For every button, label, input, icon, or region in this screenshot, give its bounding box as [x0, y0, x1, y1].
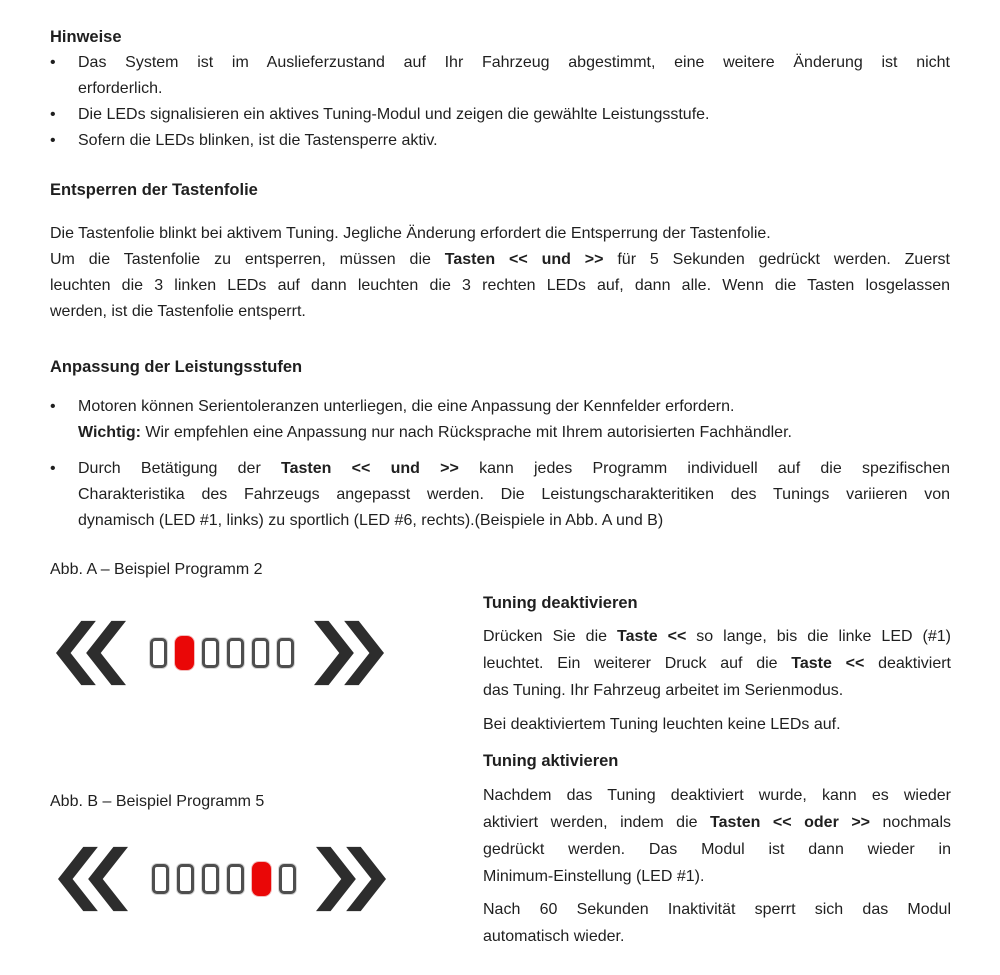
text: automatisch wieder. [483, 928, 625, 945]
text-line [483, 863, 951, 890]
bullet-marker: • [50, 460, 56, 477]
text-line [78, 76, 950, 102]
bullet-marker: • [50, 132, 56, 149]
text-line [50, 221, 950, 247]
text: erforderlich. [78, 80, 163, 97]
double-chevron-left-icon [58, 846, 128, 912]
text-line [483, 836, 951, 863]
text: werden, ist die Tastenfolie entsperrt. [50, 303, 306, 320]
heading-anpassung: Anpassung der Leistungsstufen [50, 358, 303, 376]
bullet-item [50, 102, 950, 128]
text: Sofern die LEDs blinken, ist die Tastensperre aktiv. [78, 132, 438, 149]
text-line [78, 482, 950, 508]
text-line [78, 456, 950, 482]
text: Charakteristika des Fahrzeugs angepasst werden. Die Leistungscharakteritiken des Tunings variieren von [78, 486, 950, 503]
text-line [50, 299, 950, 325]
text-line [78, 128, 950, 154]
tuning-deaktivieren-paragraph [483, 623, 951, 704]
bullet-text [78, 394, 950, 446]
text-line [483, 782, 951, 809]
bold-text: Taste << [791, 655, 865, 672]
led-indicator [202, 864, 219, 894]
bold-text: Tasten << oder >> [710, 814, 871, 831]
figure-a-led-display [56, 620, 384, 686]
text: Minimum-Einstellung (LED #1). [483, 868, 705, 885]
text: nochmals [870, 814, 952, 831]
led-indicator [177, 864, 194, 894]
text: Nachdem das Tuning deaktiviert wurde, kann es wieder [483, 787, 951, 804]
text-line [78, 394, 950, 420]
bullet-item [50, 50, 950, 102]
bold-text: Taste << [617, 628, 687, 645]
text: Die Tastenfolie blinkt bei aktivem Tuning. Jegliche Änderung erfordert die Entsperrung der Tastenfolie. [50, 225, 771, 242]
figure-a-label: Abb. A – Beispiel Programm 2 [50, 561, 263, 578]
text: für 5 Sekunden gedrückt werden. Zuerst [603, 251, 950, 268]
text: Drücken Sie die [483, 628, 618, 645]
double-chevron-left-icon [56, 620, 126, 686]
figure-b-led-display [58, 846, 386, 912]
text: Durch Betätigung der [78, 460, 282, 477]
tuning-aktivieren-note [483, 896, 951, 950]
text-line [78, 50, 950, 76]
bold-text: Tasten << und >> [444, 251, 604, 268]
bold-text: Tasten << und >> [281, 460, 459, 477]
bullet-text [78, 50, 950, 102]
heading-entsperren: Entsperren der Tastenfolie [50, 181, 258, 199]
tuning-aktivieren-paragraph [483, 782, 951, 890]
text: leuchtet. Ein weiterer Druck auf die [483, 655, 792, 672]
bullet-item [50, 394, 950, 446]
figure-b-label: Abb. B – Beispiel Programm 5 [50, 793, 265, 810]
led-indicator-active [252, 862, 271, 896]
text-line [483, 650, 951, 677]
tuning-deaktivieren-note [483, 711, 951, 738]
led-indicator [152, 864, 169, 894]
text-line [78, 102, 950, 128]
bullet-marker: • [50, 54, 56, 71]
text: Um die Tastenfolie zu entsperren, müssen die [50, 251, 445, 268]
bullet-text [78, 102, 950, 128]
bullet-marker: • [50, 106, 56, 123]
hinweise-bullet-list [50, 50, 950, 154]
text: aktiviert werden, indem die [483, 814, 711, 831]
led-indicator [202, 638, 219, 668]
text: deaktiviert [864, 655, 951, 672]
double-chevron-right-icon [314, 620, 384, 686]
text-line [483, 809, 951, 836]
text-line [483, 677, 951, 704]
text-line [50, 247, 950, 273]
text-line [78, 420, 950, 446]
text: dynamisch (LED #1, links) zu sportlich (LED #6, rechts).(Beispiele in Abb. A und B) [78, 512, 664, 529]
bullet-marker: • [50, 398, 56, 415]
anpassung-bullet-list [50, 394, 950, 534]
heading-tuning-aktivieren: Tuning aktivieren [483, 752, 619, 770]
led-indicator-active [175, 636, 194, 670]
text: Motoren können Serientoleranzen unterliegen, die eine Anpassung der Kennfelder erfordern. [78, 398, 735, 415]
text: Die LEDs signalisieren ein aktives Tuning-Modul und zeigen die gewählte Leistungsstufe. [78, 106, 710, 123]
text: Bei deaktiviertem Tuning leuchten keine LEDs auf. [483, 716, 841, 733]
text: Wir empfehlen eine Anpassung nur nach Rücksprache mit Ihrem autorisierten Fachhändler. [140, 424, 792, 441]
text-line [483, 711, 951, 738]
bullet-item [50, 456, 950, 534]
text-line [483, 896, 951, 923]
text: kann jedes Programm individuell auf die spezifischen [458, 460, 951, 477]
entsperren-paragraph [50, 221, 950, 325]
led-strip [152, 862, 296, 896]
text-line [50, 273, 950, 299]
text-line [483, 923, 951, 950]
text: gedrückt werden. Das Modul ist dann wieder in [483, 841, 951, 858]
text: leuchten die 3 linken LEDs auf dann leuchten die 3 rechten LEDs auf, dann alle. Wenn die Tasten losgelassen [50, 277, 950, 294]
heading-tuning-deaktivieren: Tuning deaktivieren [483, 594, 638, 612]
text: so lange, bis die linke LED (#1) [686, 628, 951, 645]
led-indicator [150, 638, 167, 668]
led-indicator [227, 864, 244, 894]
led-indicator [252, 638, 269, 668]
text-line [483, 623, 951, 650]
text: Nach 60 Sekunden Inaktivität sperrt sich das Modul [483, 901, 951, 918]
bullet-item [50, 128, 950, 154]
text: Das System ist im Auslieferzustand auf Ihr Fahrzeug abgestimmt, eine weitere Änderung ist nicht [78, 54, 950, 71]
bullet-text [78, 128, 950, 154]
heading-hinweise: Hinweise [50, 28, 122, 46]
led-indicator [277, 638, 294, 668]
led-indicator [279, 864, 296, 894]
bullet-text [78, 456, 950, 534]
led-indicator [227, 638, 244, 668]
text-line [78, 508, 950, 534]
text: das Tuning. Ihr Fahrzeug arbeitet im Serienmodus. [483, 682, 844, 699]
double-chevron-right-icon [316, 846, 386, 912]
led-strip [150, 636, 294, 670]
bold-text: Wichtig: [78, 424, 141, 441]
